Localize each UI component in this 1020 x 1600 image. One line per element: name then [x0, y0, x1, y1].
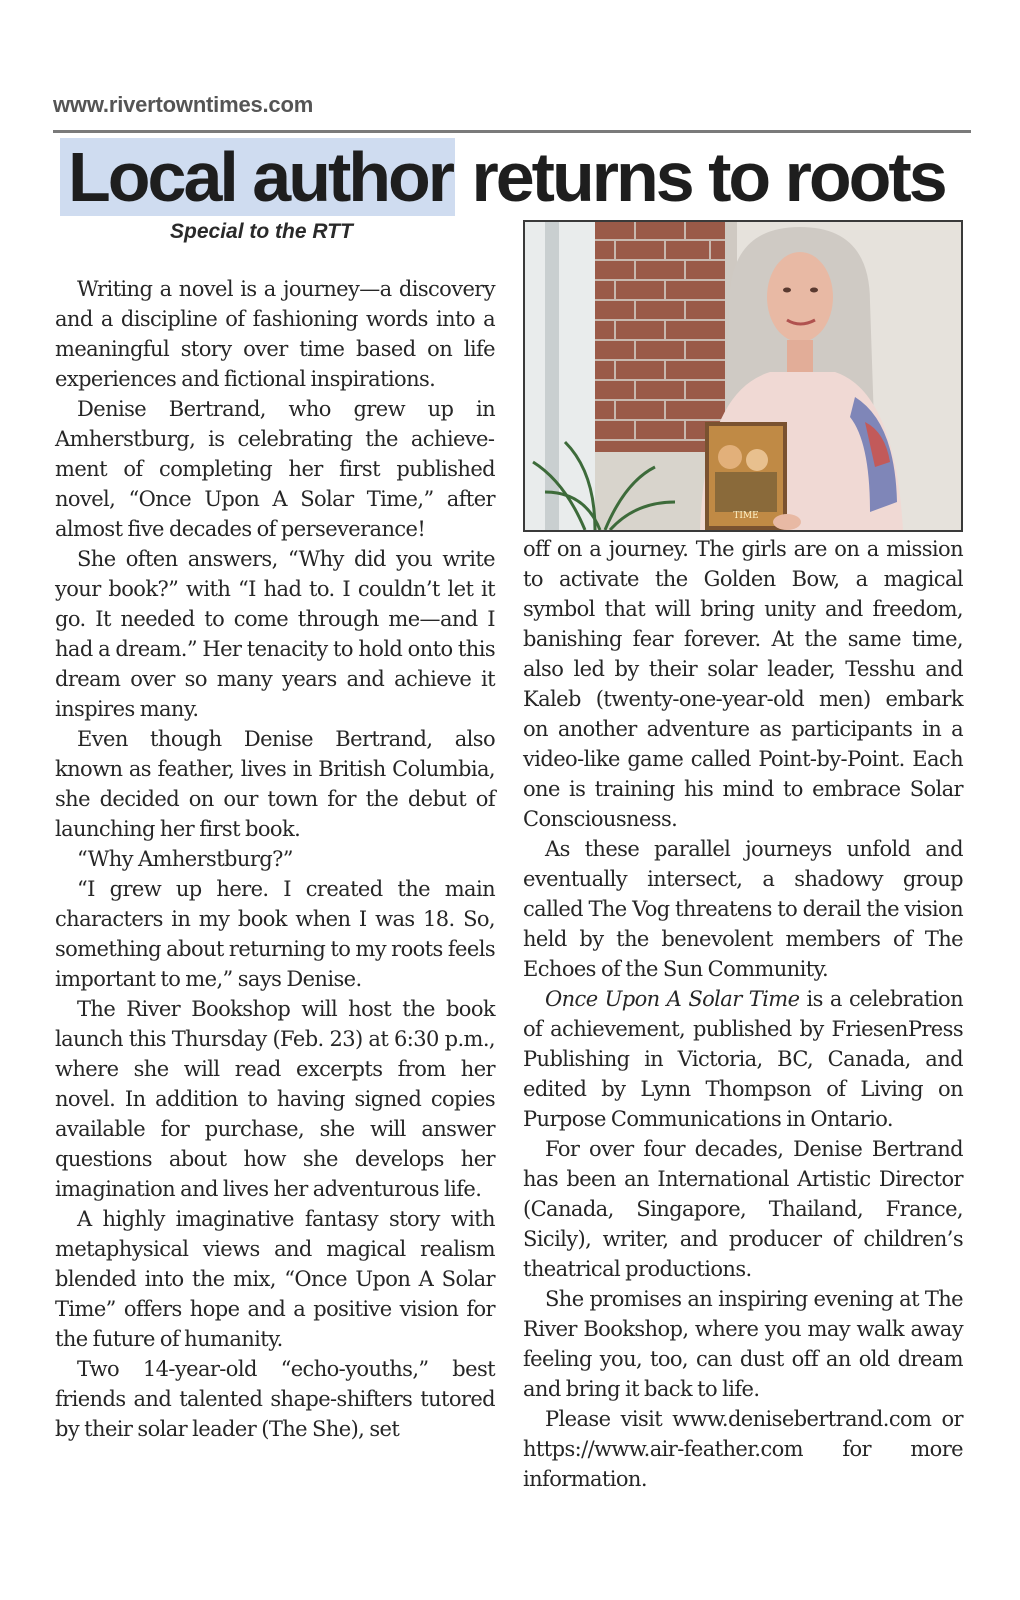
paragraph-why-write: She often answers, “Why did you write your book?” with “I had to. I couldn’t let it go. It needed to come through me—and I had a dream.” Her tenacity to hold onto this dream over so many years and achieve it inspires many.: [55, 547, 495, 721]
author-photo-illustration: [525, 222, 961, 530]
paragraph-echo-youths: Two 14-year-old “echo-youths,” best friends and talented shape-shifters tutored by their solar leader (The She), set: [55, 1357, 495, 1441]
paragraph-career: For over four decades, Denise Bertrand has been an International Artistic Director (Canada, Singapore, Thailand, France, Sicily), writer, and producer of children’s theatrical productions.: [523, 1137, 963, 1281]
headline-rest: returns to roots: [455, 138, 945, 216]
paragraph-fantasy-story: A highly imaginative fantasy story with metaphysical views and magical realism blended into the mix, “Once Upon A Solar Time” offers hope and a positive vision for the future of humanity.: [55, 1207, 495, 1351]
header-rule: [53, 130, 971, 133]
paragraph-book-launch: The River Bookshop will host the book launch this Thursday (Feb. 23) at 6:30 p.m., where she will read excerpts from her novel. In addition to having signed copies available for purchase, she will answer questions about how she develops her imagination and lives her adventurous life.: [55, 997, 495, 1201]
paragraph-inspiring-evening: She promises an inspiring evening at The River Bookshop, where you may walk away feeling you, too, can dust off an old dream and bring it back to life.: [523, 1287, 963, 1401]
paragraph-parallel-journeys: As these parallel journeys unfold and eventually intersect, a shadowy group called The Vog threatens to derail the vision held by the benevolent members of The Echoes of the Sun Community.: [523, 837, 963, 981]
site-url: www.rivertowntimes.com: [53, 92, 314, 117]
article-column-right: [523, 534, 963, 1494]
paragraph-why-amherstburg: “Why Amherstburg?”: [77, 847, 293, 871]
byline: Special to the RTT: [170, 220, 353, 243]
book-title: Once Upon A Solar Time: [545, 987, 800, 1011]
paragraph-continuation: off on a journey. The girls are on a mission to activate the Golden Bow, a magical symbol that will bring unity and freedom, banishing fear forever. At the same time, also led by their solar leader, Tesshu and Kaleb (twenty-one-year-old men) embark on another adventure as participants in a video-like game called Point-by-Point. Each one is training his mind to embrace Solar Consciousness.: [523, 537, 963, 831]
book-cover-text: TIME: [733, 511, 759, 521]
paragraph-achievement: Denise Bertrand, who grew up in Amherstburg, is celebrating the achievement of completing her first published novel, “Once Upon A Solar Time,” after almost five decades of perseverance!: [55, 397, 495, 541]
headline: [60, 138, 980, 218]
author-photo: [523, 220, 963, 532]
article-column-left: [55, 274, 495, 1444]
paragraph-publisher-text: is a celebration of achievement, published by FriesenPress Publishing in Victoria, BC, Canada, and edited by Lynn Thompson of Living on Purpose Communications in Ontario.: [523, 987, 963, 1131]
paragraph-publisher: [523, 984, 963, 1134]
headline-highlighted: Local author: [60, 138, 455, 216]
paragraph-grew-up: “I grew up here. I created the main characters in my book when I was 18. So, something about returning to my roots feels important to me,” says Denise.: [55, 877, 495, 991]
paragraph-intro: Writing a novel is a journey—a discovery and a discipline of fashioning words into a meaningful story over time based on life experiences and fictional inspirations.: [55, 277, 495, 391]
paragraph-more-info: Please visit www.denisebertrand.com or https://www.air-feather.com for more information.: [523, 1407, 963, 1491]
paragraph-british-columbia: Even though Denise Bertrand, also known as feather, lives in British Columbia, she decided on our town for the debut of launching her first book.: [55, 727, 495, 841]
